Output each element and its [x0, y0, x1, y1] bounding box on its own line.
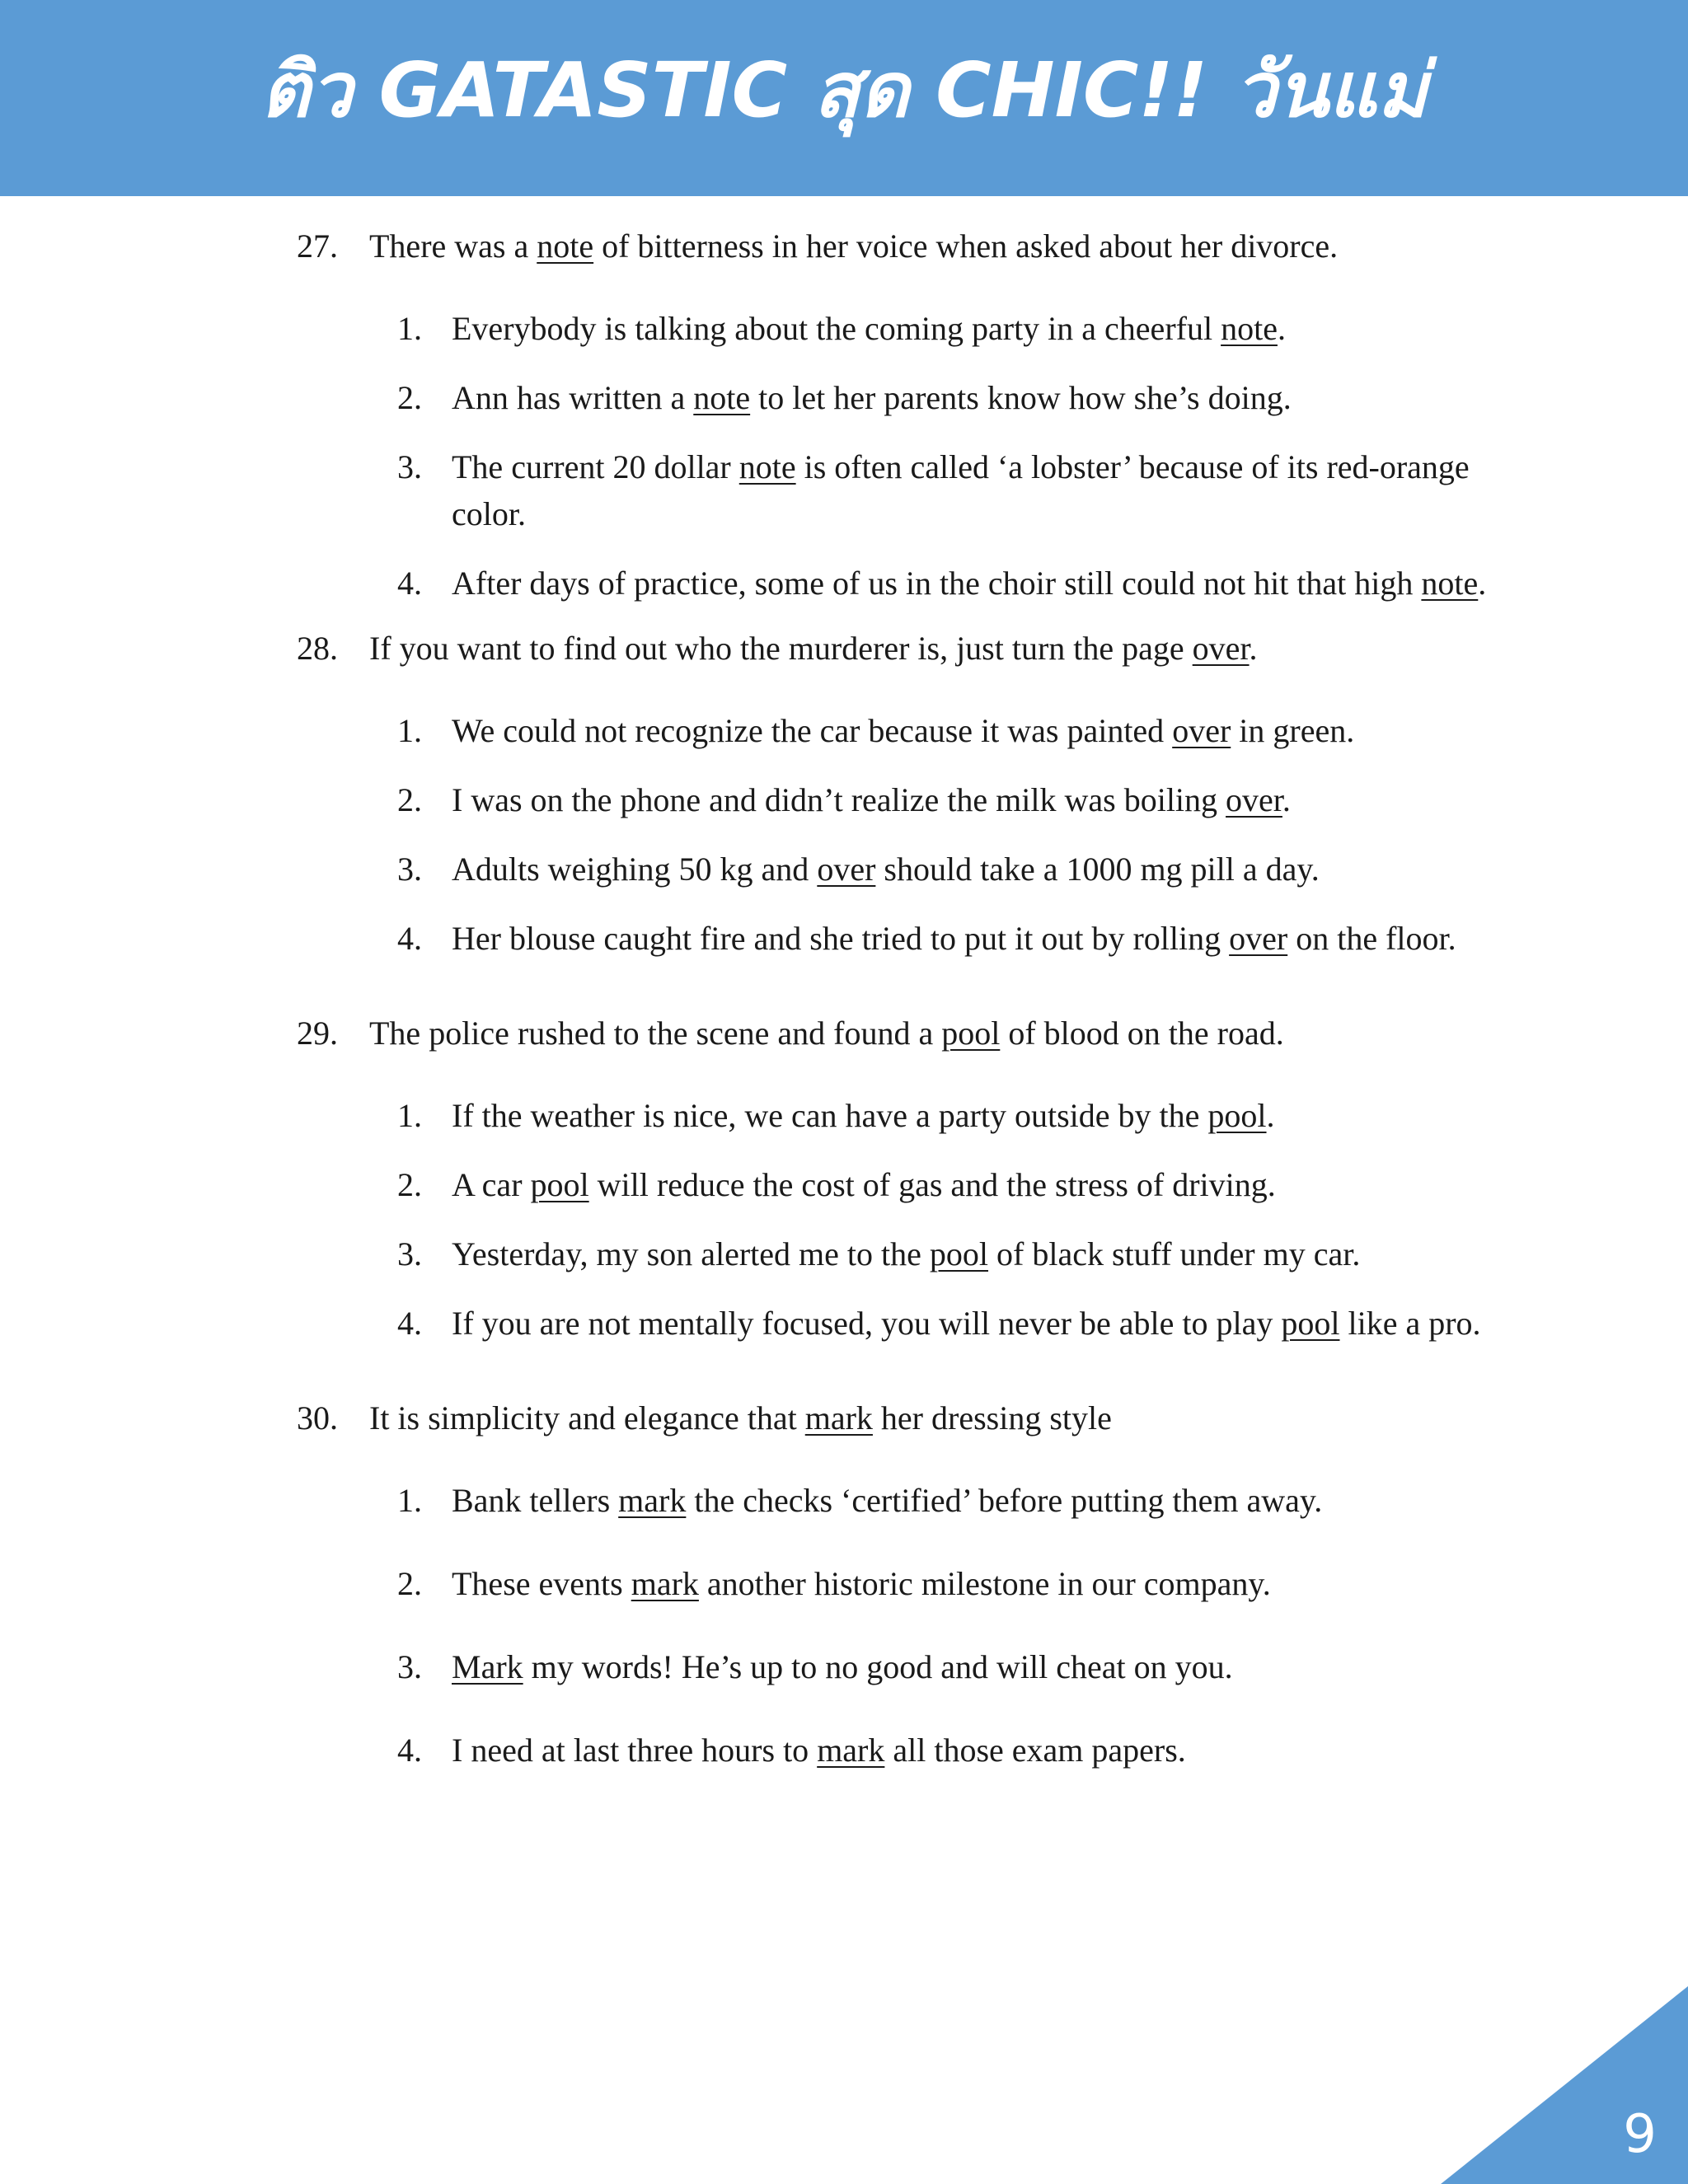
- option-number: 3.: [397, 1235, 422, 1272]
- page-number: 9: [1623, 2104, 1657, 2165]
- option-29-3: 3. Yesterday, my son alerted me to the pool of black stuff under my car.: [297, 1230, 1540, 1277]
- option-number: 1.: [397, 310, 422, 347]
- option-28-3: 3. Adults weighing 50 kg and over should take a 1000 mg pill a day.: [297, 846, 1540, 893]
- option-30-1: 1. Bank tellers mark the checks ‘certified’ before putting them away.: [297, 1477, 1540, 1524]
- target-word: pool: [1281, 1305, 1340, 1342]
- header-band: [0, 0, 1688, 196]
- option-28-4: 4. Her blouse caught fire and she tried to put it out by rolling over on the floor.: [297, 915, 1540, 962]
- option-29-4: 4. If you are not mentally focused, you will never be able to play pool like a pro.: [297, 1300, 1540, 1347]
- question-text: The police rushed to the scene and found a pool of blood on the road.: [369, 1015, 1284, 1052]
- option-number: 4.: [397, 1732, 422, 1769]
- target-word: note: [537, 227, 594, 265]
- option-number: 2.: [397, 781, 422, 818]
- option-number: 2.: [397, 379, 422, 416]
- question-30: [297, 1394, 1484, 1442]
- option-number: 4.: [397, 920, 422, 957]
- target-word: over: [1172, 712, 1231, 749]
- question-text: There was a note of bitterness in her voice when asked about her divorce.: [369, 227, 1339, 265]
- target-word: mark: [618, 1482, 687, 1519]
- question-number: 27.: [297, 227, 338, 265]
- target-word: over: [1229, 920, 1288, 957]
- target-word: pool: [929, 1235, 989, 1272]
- option-29-1: 1. If the weather is nice, we can have a party outside by the pool.: [297, 1092, 1540, 1139]
- option-number: 1.: [397, 1482, 422, 1519]
- option-27-2: 2. Ann has written a note to let her parents know how she’s doing.: [297, 374, 1540, 421]
- option-29-2: 2. A car pool will reduce the cost of gas and the stress of driving.: [297, 1161, 1540, 1208]
- target-word: Mark: [452, 1648, 523, 1685]
- option-27-1: 1. Everybody is talking about the coming party in a cheerful note.: [297, 305, 1540, 352]
- target-word: mark: [804, 1399, 873, 1436]
- target-word: note: [738, 448, 796, 485]
- option-number: 3.: [397, 1648, 422, 1685]
- target-word: mark: [631, 1565, 699, 1602]
- question-29: [297, 1010, 1484, 1057]
- option-30-2: 2. These events mark another historic milestone in our company.: [297, 1560, 1540, 1607]
- target-word: over: [817, 851, 876, 888]
- question-text: If you want to find out who the murderer is, just turn the page over.: [369, 630, 1258, 667]
- target-word: note: [1221, 310, 1278, 347]
- target-word: pool: [530, 1166, 589, 1203]
- question-number: 28.: [297, 630, 338, 667]
- target-word: pool: [1207, 1097, 1267, 1134]
- target-word: over: [1226, 781, 1282, 818]
- option-27-4: 4. After days of practice, some of us in the choir still could not hit that high note.: [297, 560, 1540, 607]
- target-word: pool: [941, 1015, 1001, 1052]
- question-27: [297, 223, 1484, 270]
- target-word: mark: [817, 1732, 885, 1769]
- option-30-3: 3. Mark my words! He’s up to no good and will cheat on you.: [297, 1643, 1540, 1690]
- option-number: 1.: [397, 1097, 422, 1134]
- target-word: over: [1192, 630, 1250, 667]
- option-number: 2.: [397, 1565, 422, 1602]
- option-number: 1.: [397, 712, 422, 749]
- option-27-3: 3. The current 20 dollar note is often called ‘a lobster’ because of its red-orange color.: [297, 443, 1540, 537]
- option-28-1: 1. We could not recognize the car because it was painted over in green.: [297, 707, 1540, 754]
- target-word: note: [693, 379, 751, 416]
- target-word: note: [1421, 565, 1479, 602]
- page-title: ติว GATASTIC สุด CHIC!! วันแม่: [260, 46, 1428, 134]
- option-number: 4.: [397, 1305, 422, 1342]
- question-28: [297, 625, 1484, 673]
- question-list: [297, 223, 1487, 1774]
- question-number: 29.: [297, 1015, 338, 1052]
- option-28-2: 2. I was on the phone and didn’t realize the milk was boiling over.: [297, 776, 1540, 823]
- question-text: It is simplicity and elegance that mark her dressing style: [369, 1399, 1112, 1436]
- option-number: 2.: [397, 1166, 422, 1203]
- option-number: 3.: [397, 851, 422, 888]
- option-30-4: 4. I need at last three hours to mark all those exam papers.: [297, 1727, 1540, 1774]
- option-number: 4.: [397, 565, 422, 602]
- option-number: 3.: [397, 448, 422, 485]
- question-number: 30.: [297, 1399, 338, 1436]
